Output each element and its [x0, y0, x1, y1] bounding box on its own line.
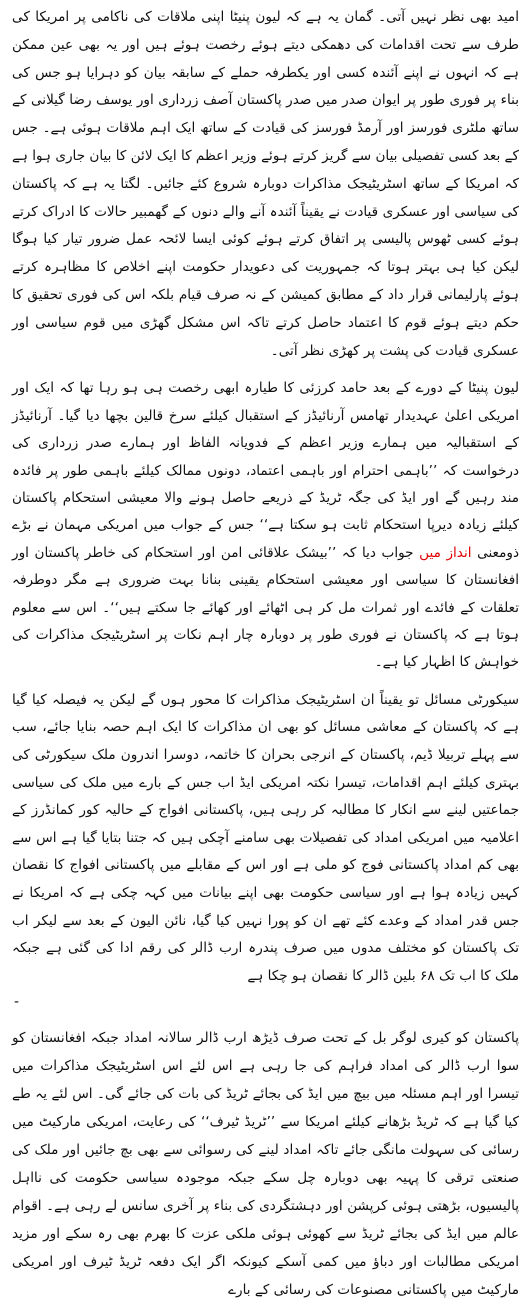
paragraph-2-text-before: لیون پنیٹا کے دورے کے بعد حامد کرزئی کا طیارہ ابھی رخصت ہی ہو رہا تھا کہ ایک اور امریکی اعلیٰ عہدیدار تھامس آرنائیڈز کے استقبال کیلئے سرخ قالین بچھا دیا گیا۔ آرنائیڈز کے استقبالیہ میں ہمارے وزیر اعظم کے فدویانہ الفاظ اور ہمارے صدر زرداری کی درخواست کہ ’’باہمی احترام اور باہمی اعتماد، دونوں ممالک کیلئے باہمی طور پر فائدہ مند رہیں گے اور ایڈ کی جگہ ٹریڈ کے ذریعے حاصل ہونے والا معیشی استحکام پاکستان کیلئے زیادہ دیرپا استحکام ثابت ہو سکتا ہے‘‘ جس کے جواب میں امریکی مہمان نے بڑے ذومعنی	[12, 380, 520, 561]
article-paragraph-1: امید بھی نظر نہیں آتی۔ گمان یہ ہے کہ لیون پنیٹا اپنی ملاقات کی ناکامی پر امریکا کی طرف سے تحت اقدامات کی دھمکی دیتے ہوئے رخصت ہوئے ہیں اور یہ بھی عین ممکن ہے کہ انہوں نے اپنے آئندہ کسی اور یکطرفہ حملے کے سابقہ بیان کو دہرایا ہو جس کی بناء پر فوری طور پر ایوان صدر میں صدر پاکستان آصف زرداری اور یوسف رضا گیلانی کے ساتھ ملٹری فورسز اور آرمڈ فورسز کی قیادت کے ساتھ ایک اہم ملاقات ہوئی ہے۔ جس کے بعد کسی تفصیلی بیان سے گریز کرتے ہوئے وزیر اعظم کا ایک لائن کا بیان جاری ہوا ہے کہ امریکا کے ساتھ اسٹریٹیجک مذاکرات دوبارہ شروع کئے جائیں۔ لگتا یہ ہے کہ پاکستان کی سیاسی اور عسکری قیادت نے یقیناً آئندہ آنے والے دنوں کے گھمبیر حالات کا ادراک کرتے ہوئے کسی ٹھوس پالیسی پر اتفاق کرتے ہوئے کوئی ایسا لائحہ عمل ضرور تیار کیا ہوگا لیکن کیا ہی بہتر ہوتا کہ جمہوریت کی دعویدار حکومت اپنے اخلاص کا مظاہرہ کرتے ہوئے پارلیمانی قرار داد کے مطابق کمیشن کے نہ صرف قیام بلکہ اس کی فوری تحقیق کا حکم دیتے ہوئے قوم کا اعتماد حاصل کرتے تاکہ اس مشکل گھڑی میں قوم سیاسی اور عسکری قیادت کی پشت پر کھڑی نظر آتی۔	[12, 9, 519, 359]
highlighted-phrase: انداز میں	[419, 544, 472, 561]
section-separator: -	[14, 994, 20, 1011]
article-paragraph-3: سیکورٹی مسائل تو یقیناً ان اسٹریٹیجک مذاکرات کا محور ہوں گے لیکن یہ فیصلہ کیا گیا ہے کہ پاکستان کے معاشی مسائل کو بھی ان مذاکرات کا ایک اہم حصہ بنایا جائے، سب سے پہلے تربیلا ڈیم، پاکستان کے انرجی بحران کا خاتمہ، دوسرا اندرون ملک سیکورٹی کی بہتری کیلئے اہم اقدامات، تیسرا نکتہ امریکی ایڈ اب جس کے بارے میں ملک کی سیاسی جماعتیں لینے سے انکار کا مطالبہ کر رہی ہیں، پاکستانی افواج کے حالیہ کور کمانڈرز کے اعلامیہ میں امریکی امداد کی تفصیلات بھی سامنے آچکی ہیں کہ جتنا بتایا گیا ہے اس سے بھی کم امداد پاکستانی فوج کو ملی ہے اور اس کے مقابلے میں پاکستانی افواج کا نقصان کہیں زیادہ ہوا ہے اور سیاسی حکومت بھی اپنے بیانات میں کہہ چکی ہے کہ امریکا نے جس قدر امداد کے وعدے کئے تھے ان کو پورا نہیں کیا گیا، نائن الیون کے بعد سے لیکر اب تک پاکستان کو مختلف مدوں میں صرف پندرہ ارب ڈالر کی رقم ادا کی گئی ہے جبکہ ملک کا اب تک ۶۸ بلین ڈالر کا نقصان ہو چکا ہے	[12, 691, 519, 984]
paragraph-2-text-after: جواب دیا کہ ’’بیشک علاقائی امن اور استحکام کی خاطر پاکستان اور افغانستان کا سیاسی اور معیشی استحکام یقینی بنانا بہت ضروری ہے مگر دوطرفہ تعلقات کے فائدے اور ثمرات مل کر ہی اٹھائے اور کھائے جا سکتے ہیں‘‘۔ اس سے معلوم ہوتا ہے کہ پاکستان نے فوری طور پر دوبارہ چار اہم نکات پر اسٹریٹیجک مذاکرات کی خواہش کا اظہار کیا ہے۔	[12, 544, 519, 671]
article-paragraph-2	[12, 375, 519, 676]
article-paragraph-4: پاکستان کو کیری لوگر بل کے تحت صرف ڈیڑھ ارب ڈالر سالانہ امداد جبکہ افغانستان کو سوا ارب ڈالر کی امداد فراہم کی جا رہی ہے اس لئے اس اسٹریٹیجک مذاکرات میں تیسرا اور اہم مسئلہ میں بیچ میں ایڈ کی بجائے ٹریڈ کی بات کی جائے گی۔ اس لئے یہ طے کیا گیا ہے کہ ٹریڈ بڑھانے کیلئے امریکا سے ’’ٹریڈ ٹیرف‘‘ کی رعایت، امریکی مارکیٹ میں رسائی کی سہولت مانگی جائے تاکہ امداد لینے کی رسوائی سے بھی بچ جائیں اور ملک کی صنعتی ترقی کا پہیہ بھی دوبارہ چل سکے جبکہ موجودہ سیاسی حکومت کی نااہل پالیسیوں، بڑھتی ہوئی کرپشن اور دہشتگردی کی بناء پر آخری سانس لے رہی ہے۔ اقوام عالم میں ایڈ کی بجائے ٹریڈ سے کھوئی ہوئی ملکی عزت کا بھرم بھی رہ سکے اور مزید امریکی مطالبات اور دباؤ میں کمی آسکے کیونکہ اگر ایک دفعہ ٹریڈ ٹیرف اور امریکی مارکیٹ میں پاکستانی مصنوعات کی رسائی کے بارے	[12, 1030, 519, 1299]
